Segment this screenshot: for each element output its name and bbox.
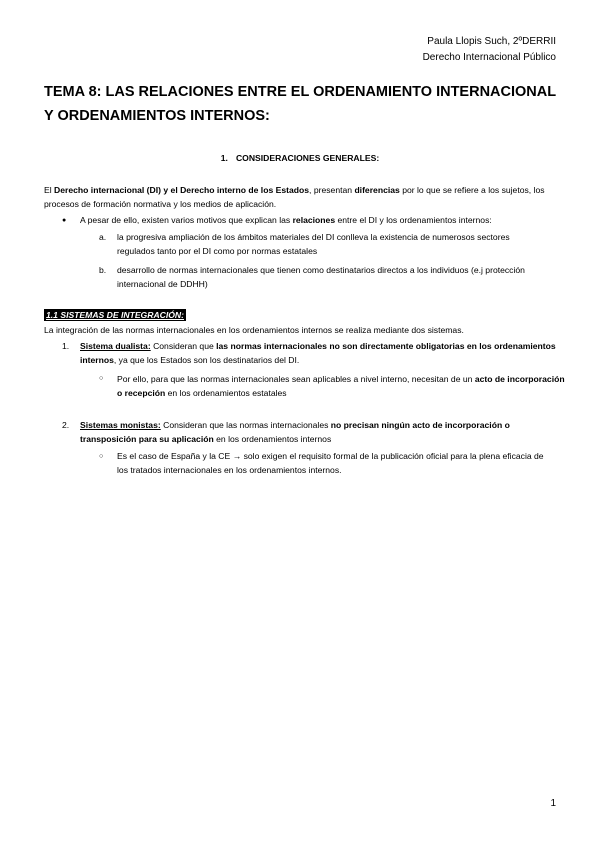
item-text: Consideran que	[150, 341, 217, 351]
item-bold: no precisan ningún acto de incorporación o transposición para su aplicación	[80, 420, 510, 444]
sub-item-monistas: Es el caso de España y la CE → solo exigen el requisito formal de la publicación oficial para la plena eficacia de los tratados internacionales en los ordenamientos internos.	[117, 451, 544, 475]
page-title: TEMA 8: LAS RELACIONES ENTRE EL ORDENAMIENTO INTERNACIONAL Y ORDENAMIENTOS INTERNOS:	[44, 84, 556, 124]
item-text: en los ordenamientos internos	[213, 434, 332, 444]
circle-bullet: ○	[99, 375, 104, 382]
bullet-text: entre el DI y los ordenamientos internos:	[335, 215, 492, 225]
bullet-bold: relaciones	[292, 215, 336, 225]
list-marker: 1.	[62, 341, 70, 351]
bullet-item	[80, 213, 564, 227]
list-marker: 2.	[62, 420, 70, 430]
item-bold: las normas internacionales no son directamente obligatorias en los ordenamientos internos	[80, 341, 556, 365]
list-item-monistas	[80, 418, 564, 446]
list-item-a: la progresiva ampliación de los ámbitos materiales del DI conlleva la existencia de numerosos sectores regulados tanto por el DI como por normas estatales	[117, 232, 510, 256]
intro-text: , presentan	[309, 185, 355, 195]
bullet-text: A pesar de ello, existen varios motivos que explican las	[80, 215, 293, 225]
page-number: 1	[550, 798, 556, 809]
item-label: Sistema dualista:	[80, 341, 151, 351]
item-label: Sistemas monistas:	[80, 420, 161, 430]
item-text: , ya que los Estados son los destinatarios del DI.	[113, 355, 300, 365]
section-heading	[0, 153, 600, 163]
list-marker: b.	[99, 265, 107, 275]
section-number: 1.	[220, 153, 228, 163]
bullet-marker: ●	[62, 217, 67, 224]
sub-text: en los ordenamientos estatales	[165, 388, 287, 398]
intro-text: por lo que se refiere a los sujetos, los procesos de formación normativa y los medios de aplicación.	[44, 185, 545, 209]
intro-paragraph	[44, 183, 564, 211]
intro-text: El	[44, 185, 55, 195]
sub-text: Por ello, para que las normas internacionales sean aplicables a nivel interno, necesitan de un	[117, 374, 475, 384]
list-item-b: desarrollo de normas internacionales que tienen como destinatarios directos a los individuos (e.j protección internacional de DDHH)	[117, 265, 525, 289]
sub-item-dualista	[117, 372, 565, 400]
subsection-heading: 1.1 SISTEMAS DE INTEGRACIÓN:	[46, 310, 184, 320]
header-subject: Derecho Internacional Público	[422, 52, 556, 63]
circle-bullet: ○	[99, 453, 104, 460]
item-text: Consideran que las normas internacionales	[160, 420, 331, 430]
section-title: CONSIDERACIONES GENERALES:	[235, 153, 380, 163]
header-author: Paula Llopis Such, 2ºDERRII	[427, 36, 556, 47]
intro-bold: Derecho internacional (DI) y el Derecho interno de los Estados	[54, 185, 310, 195]
list-marker: a.	[99, 232, 107, 242]
document-header	[423, 34, 556, 66]
sub-bold: acto de incorporación o recepción	[117, 374, 565, 398]
integration-intro: La integración de las normas internacionales en los ordenamientos internos se realiza mediante dos sistemas.	[44, 325, 464, 335]
list-item-dualista	[80, 339, 564, 367]
intro-bold: diferencias	[354, 185, 400, 195]
